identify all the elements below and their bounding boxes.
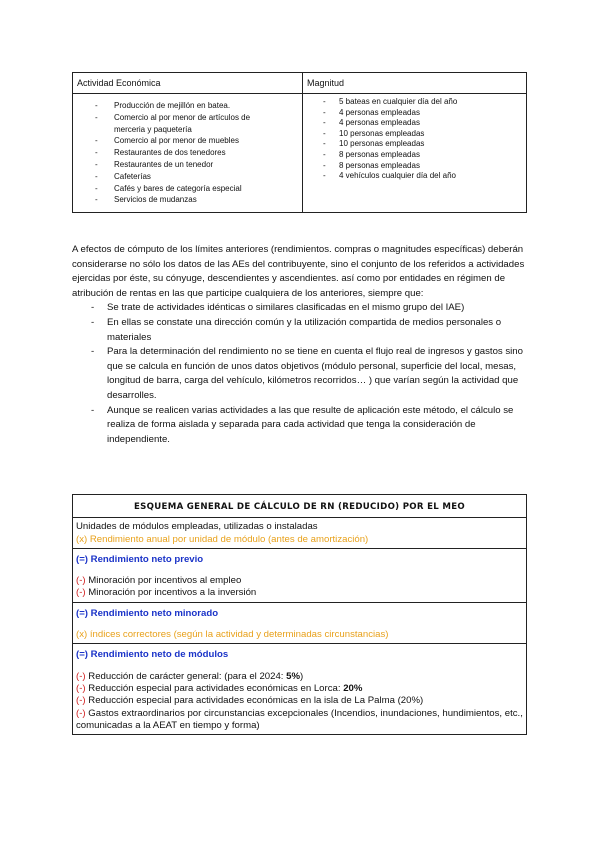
list-item: - En ellas se constate una dirección común y la utilización compartida de medios personales o materiales xyxy=(72,316,527,345)
extraordinary-expenses-text: Gastos extraordinarios por circunstancias excepcionales (Incendios, inundaciones, hundimientos, etc., comunicadas a la AEAT en tiempo y forma) xyxy=(76,707,523,731)
scheme-title: ESQUEMA GENERAL DE CÁLCULO DE RN (REDUCIDO) POR EL MEO xyxy=(134,502,465,512)
list-item: - Producción de mejillón en batea. xyxy=(73,100,302,112)
minus-sign: (-) xyxy=(76,682,86,694)
general-reduction-line xyxy=(76,671,523,683)
minus-sign: (-) xyxy=(76,695,86,707)
list-item: - Restaurantes de dos tenedores xyxy=(73,147,302,159)
activity-column-header: Actividad Económica xyxy=(73,73,303,94)
list-item: - 10 personas empleadas xyxy=(303,139,526,150)
list-item: - 4 vehículos cualquier día del año xyxy=(303,171,526,182)
list-item: - Comercio al por menor de artículos de merceria y paquetería xyxy=(73,112,302,136)
module-net-section xyxy=(73,643,526,734)
reduced-net-heading xyxy=(76,608,523,620)
module-net-label: Rendimiento neto de módulos xyxy=(90,649,229,661)
minus-sign: (-) xyxy=(76,575,86,587)
lorca-reduction-value: 20% xyxy=(343,682,363,694)
spacer xyxy=(76,620,523,629)
list-item: - Para la determinación del rendimiento no se tiene en cuenta el flujo real de ingresos y gastos sino que se calcula en función de unos datos objetivos (módulo personal, superficie del local, mesas, longitud de barra, carga del vehículo, kilómetros recorridos… ) que varían según la actividad que desarrolles. xyxy=(72,345,527,403)
calculation-scheme-table xyxy=(72,494,527,735)
annual-yield-line: (x) Rendimiento anual por unidad de módulo (antes de amortización) xyxy=(76,533,369,545)
general-reduction-close: ) xyxy=(300,670,304,682)
computation-text-block xyxy=(72,243,527,447)
equals-sign: (=) xyxy=(76,607,88,619)
reduced-net-label: Rendimiento neto minorado xyxy=(90,607,219,619)
magnitude-column-header: Magnitud xyxy=(303,73,527,94)
general-reduction-value: 5% xyxy=(286,670,300,682)
previous-net-section xyxy=(73,548,526,602)
units-line: Unidades de módulos empleadas, utilizadas o instaladas xyxy=(76,521,318,533)
list-item: - 4 personas empleadas xyxy=(303,118,526,129)
intro-paragraph: A efectos de cómputo de los límites anteriores (rendimientos. compras o magnitudes específicas) deberán considerarse no sólo los datos de las AEs del contribuyente, sino el conjunto de los referidos a actividades ejercidas por éste, su cónyuge, descendientes y ascendientes. así como por entidades en régimen de atribución de rentas en las que participe cualquiera de los anteriores, siempre que: xyxy=(72,244,525,299)
extraordinary-expenses-line xyxy=(76,708,523,733)
list-item: - Restaurantes de un tenedor xyxy=(73,159,302,171)
employment-reduction-line xyxy=(76,575,523,587)
la-palma-reduction-line xyxy=(76,695,523,707)
list-item: - Aunque se realicen varias actividades a las que resulte de aplicación este método, el cálculo se realiza de forma aislada y separada para cada actividad que tenga la consideración de independiente. xyxy=(72,404,527,448)
equals-sign: (=) xyxy=(76,649,88,661)
lorca-reduction-text: Reducción especial para actividades económicas en Lorca: xyxy=(88,682,344,694)
list-item: - 4 personas empleadas xyxy=(303,108,526,119)
minus-sign: (-) xyxy=(76,587,86,599)
list-item: - Se trate de actividades idénticas o similares clasificadas en el mismo grupo del IAE) xyxy=(72,301,527,316)
investment-reduction-line xyxy=(76,587,523,599)
employment-reduction-text: Minoración por incentivos al empleo xyxy=(88,575,242,587)
list-item: - Cafeterías xyxy=(73,171,302,183)
list-item: - Cafés y bares de categoría especial xyxy=(73,183,302,195)
list-item: - 8 personas empleadas xyxy=(303,150,526,161)
minus-sign: (-) xyxy=(76,707,86,719)
magnitudes-cell xyxy=(303,94,527,213)
units-section xyxy=(73,517,526,548)
minus-sign: (-) xyxy=(76,670,86,682)
lorca-reduction-line xyxy=(76,683,523,695)
la-palma-reduction-text: Reducción especial para actividades económicas en la isla de La Palma (20%) xyxy=(88,695,424,707)
general-reduction-text: Reducción de carácter general: (para el 2024: xyxy=(88,670,287,682)
spacer xyxy=(76,566,523,575)
list-item: - Servicios de mudanzas xyxy=(73,194,302,206)
list-item: - 8 personas empleadas xyxy=(303,161,526,172)
module-net-heading xyxy=(76,649,523,661)
equals-sign: (=) xyxy=(76,553,88,565)
list-item: - Comercio al por menor de muebles xyxy=(73,135,302,147)
activities-table xyxy=(72,72,527,213)
activities-cell xyxy=(73,94,303,213)
previous-net-label: Rendimiento neto previo xyxy=(90,553,204,565)
spacer xyxy=(76,662,523,671)
list-item: - 5 bateas en cualquier día del año xyxy=(303,97,526,108)
corrective-indices-line: (x) índices correctores (según la actividad y determinadas circunstancias) xyxy=(76,629,389,641)
list-item: - 10 personas empleadas xyxy=(303,129,526,140)
previous-net-heading xyxy=(76,554,523,566)
conditions-list xyxy=(72,301,527,447)
reduced-net-section xyxy=(73,602,526,644)
investment-reduction-text: Minoración por incentivos a la inversión xyxy=(88,587,257,599)
